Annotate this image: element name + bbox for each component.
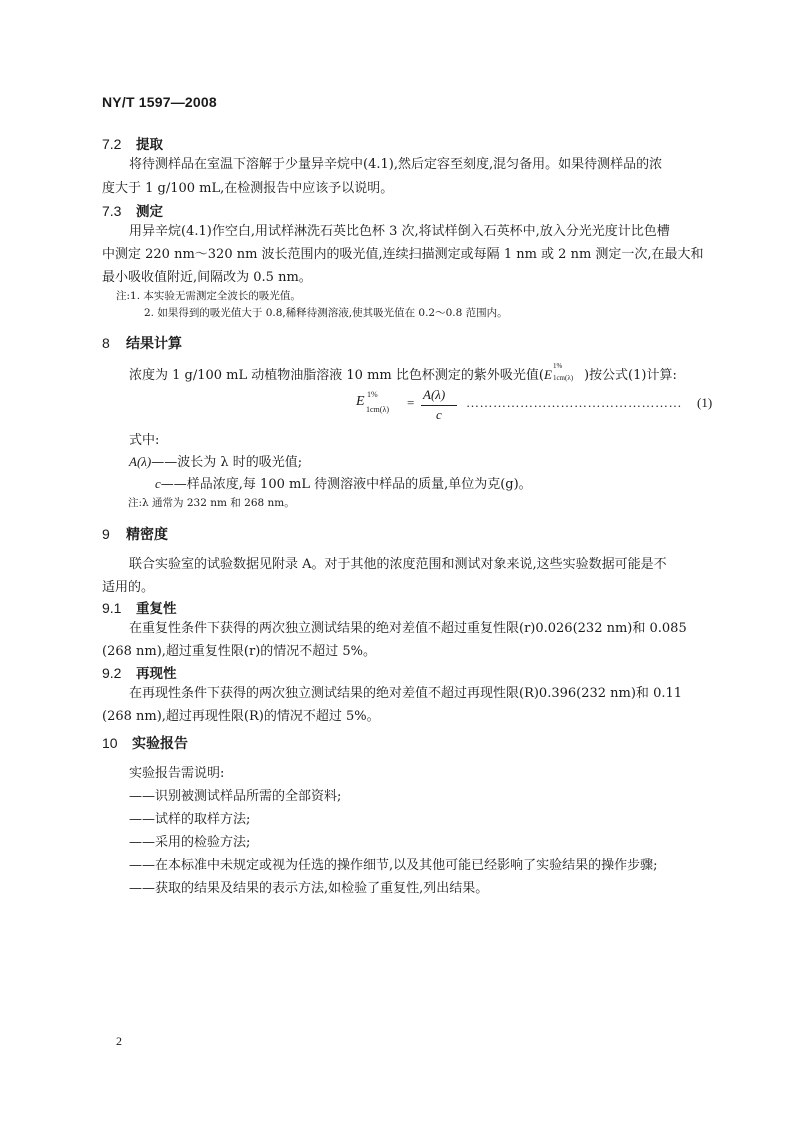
list-item: ——识别被测试样品所需的全部资料;: [129, 789, 342, 804]
definition-text: ——波长为 λ 时的吸光值;: [151, 455, 303, 470]
leader-dots: …………………………………………: [466, 395, 682, 410]
section-number: 10: [102, 735, 118, 751]
section-title: 结果计算: [126, 336, 182, 352]
section-number: 8: [102, 335, 110, 351]
formula-number: (1): [697, 395, 713, 410]
formula-denominator: c: [436, 407, 442, 422]
section-title: 实验报告: [132, 736, 188, 752]
paragraph-line: 将待测样品在室温下溶解于少量异辛烷中(4.1),然后定容至刻度,混匀备用。如果待测样品的浓: [129, 157, 663, 172]
section-10-heading: [102, 733, 188, 753]
paragraph-line: 联合实验室的试验数据见附录 A。对于其他的浓度范围和测试对象来说,这些实验数据可能是不: [129, 557, 667, 572]
section-7-3-heading: [102, 200, 163, 220]
list-intro: 实验报告需说明:: [129, 766, 225, 781]
section-number: 7.2: [102, 136, 122, 152]
paragraph-line: [129, 364, 677, 383]
section-number: 9.1: [102, 600, 122, 616]
paragraph-line: (268 nm),超过再现性限(R)的情况不超过 5%。: [102, 709, 380, 724]
section-number: 9: [102, 526, 110, 542]
formula-superscript: 1%: [367, 390, 378, 399]
list-item: ——在本标准中未规定或视为任选的操作细节,以及其他可能已经影响了实验结果的操作步骤;: [129, 858, 658, 873]
paragraph-line: 在再现性条件下获得的两次独立测试结果的绝对差值不超过再现性限(R)0.396(232 nm)和 0.11: [129, 686, 683, 701]
section-title: 测定: [136, 204, 163, 220]
section-9-2-heading: [102, 662, 177, 682]
paragraph-line: 度大于 1 g/100 mL,在检测报告中应该予以说明。: [102, 181, 394, 196]
note-line: 注:1. 本实验无需测定全波长的吸光值。: [116, 290, 301, 302]
section-9-1-heading: [102, 597, 177, 617]
paragraph-line: 最小吸收值附近,间隔改为 0.5 nm。: [102, 270, 312, 285]
formula-numerator: A(λ): [423, 387, 446, 402]
formula-subscript: 1cm(λ): [366, 405, 389, 414]
list-item: ——获取的结果及结果的表示方法,如检验了重复性,列出结果。: [129, 881, 489, 896]
page-number: 2: [116, 1034, 122, 1048]
definition-text: ——样品浓度,每 100 mL 待测溶液中样品的质量,单位为克(g)。: [160, 477, 532, 492]
symbol-sub: 1cm(λ): [552, 374, 574, 382]
section-number: 7.3: [102, 203, 122, 219]
section-8-heading: [102, 333, 182, 353]
list-item: ——试样的取样方法;: [129, 812, 251, 827]
list-item: ——采用的检验方法;: [129, 835, 251, 850]
fraction-bar: [421, 405, 457, 406]
symbol-sup: 1%: [552, 362, 563, 370]
section-number: 9.2: [102, 665, 122, 681]
section-title: 再现性: [136, 666, 177, 682]
paragraph-line: 中测定 220 nm～320 nm 波长范围内的吸光值,连续扫描测定或每隔 1 nm 或 2 nm 测定一次,在最大和: [102, 247, 704, 262]
section-title: 精密度: [126, 527, 168, 543]
paragraph-line: 在重复性条件下获得的两次独立测试结果的绝对差值不超过重复性限(r)0.026(232 nm)和 0.085: [129, 621, 687, 636]
where-label: 式中:: [129, 433, 160, 448]
section-title: 重复性: [136, 601, 177, 617]
definition-symbol: A(λ): [129, 454, 152, 469]
text-fragment: )按公式(1)计算:: [583, 368, 677, 383]
inline-symbol: [543, 362, 584, 382]
paragraph-line: 适用的。: [102, 580, 155, 595]
text-fragment: 浓度为 1 g/100 mL 动植物油脂溶液 10 mm 比色杯测定的紫外吸光值(: [129, 368, 544, 383]
formula-equals: =: [407, 395, 415, 410]
note-line: 2. 如果得到的吸光值大于 0.8,稀释待测溶液,使其吸光值在 0.2～0.8 范围内。: [144, 307, 508, 319]
definition-line: [155, 473, 532, 492]
formula-1: [354, 386, 724, 426]
symbol-e: E: [543, 367, 552, 382]
note-line: 注:λ 通常为 232 nm 和 268 nm。: [128, 497, 295, 509]
section-9-heading: [102, 524, 168, 544]
formula-symbol-e: E: [356, 394, 365, 409]
definition-symbol: c: [155, 476, 161, 491]
paragraph-line: (268 nm),超过重复性限(r)的情况不超过 5%。: [102, 644, 377, 659]
section-7-2-heading: [102, 133, 163, 153]
paragraph-line: 用异辛烷(4.1)作空白,用试样淋洗石英比色杯 3 次,将试样倒入石英杯中,放入分光光度计比色槽: [129, 224, 670, 239]
standard-code-header: NY/T 1597—2008: [102, 94, 217, 110]
definition-line: [129, 451, 302, 470]
section-title: 提取: [136, 137, 163, 153]
